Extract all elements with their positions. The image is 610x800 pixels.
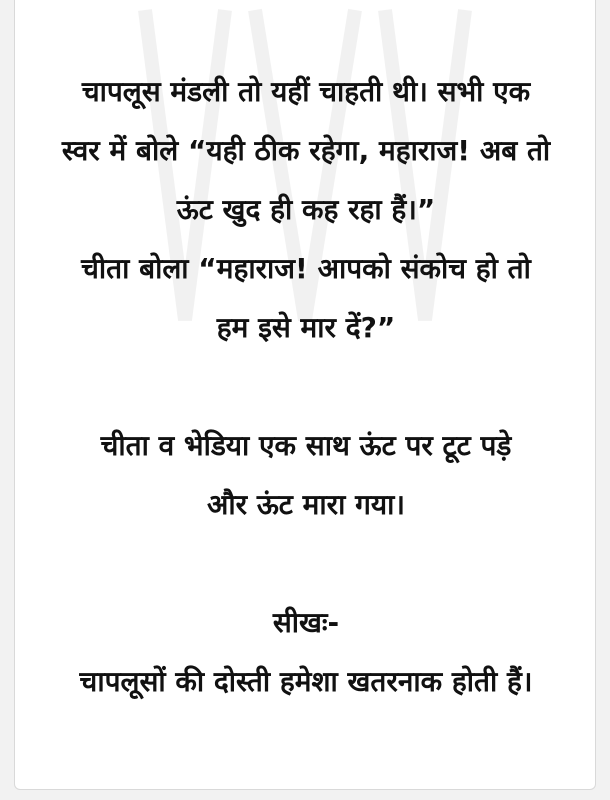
story-line: चापलूस मंडली तो यहीं चाहती थी। सभी एक [81, 75, 531, 108]
story-card [14, 0, 596, 790]
paragraph-gap [15, 357, 596, 416]
story-text [15, 62, 596, 711]
moral-text: चापलूसों की दोस्ती हमेशा खतरनाक होती हैं। [79, 665, 533, 698]
story-line: चीता बोला “महाराज! आपको संकोच हो तो [81, 252, 531, 285]
story-line: ऊंट खुद ही कह रहा हैं।” [176, 193, 436, 226]
story-line: चीता व भेडिया एक साथ ऊंट पर टूट पड़े [100, 429, 512, 462]
paragraph-gap [15, 534, 596, 593]
moral-heading: सीखः- [272, 606, 340, 639]
story-line: स्वर में बोले “यही ठीक रहेगा, महाराज! अब तो [61, 134, 551, 167]
story-line: और ऊंट मारा गया। [206, 488, 405, 521]
story-line: हम इसे मार दें?” [216, 311, 396, 344]
